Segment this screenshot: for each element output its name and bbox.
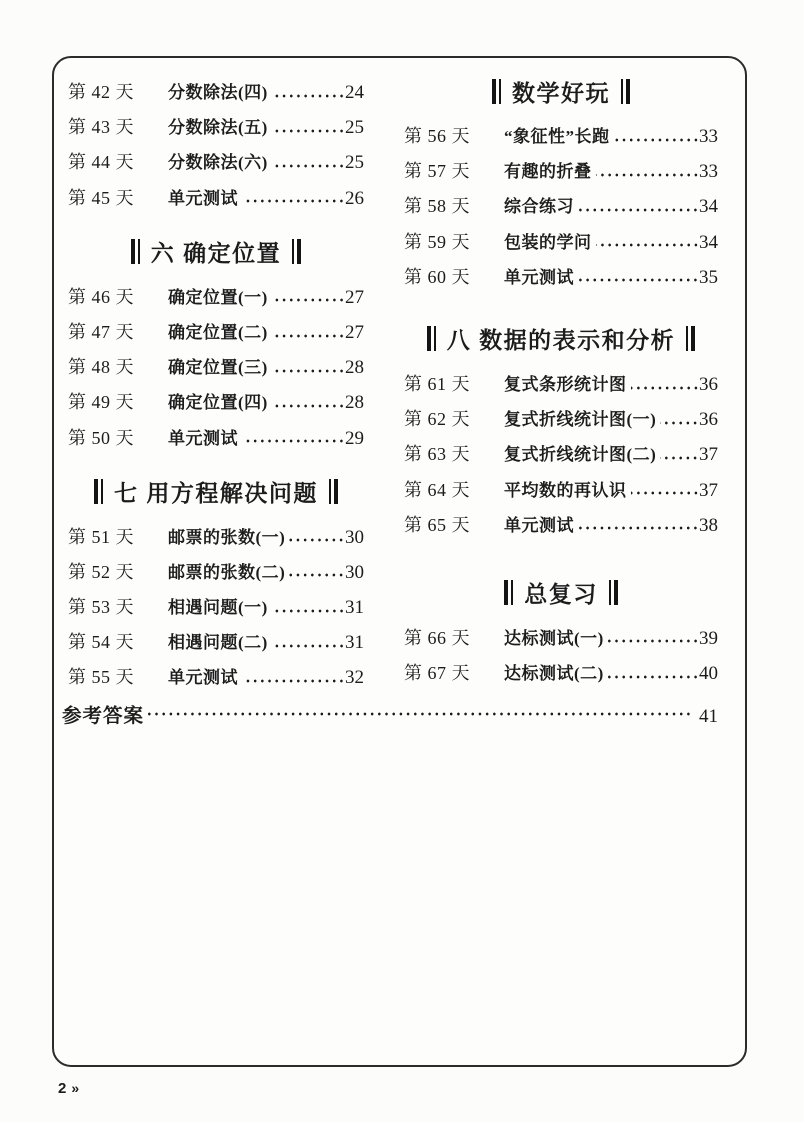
toc-entry-title: 分数除法(五) [168,118,268,138]
toc-entry-day: 第 43 天 [68,117,134,138]
toc-entry [68,558,364,593]
toc-entry-day: 第 66 天 [404,627,470,648]
dot-leader [631,381,700,395]
toc-entry-day: 第 42 天 [68,82,134,102]
toc-column-left [68,78,364,699]
dot-leader [242,434,345,448]
toc-entry-page: 30 [345,561,364,583]
heading-double-bar-right-icon [686,326,695,351]
toc-entry-day: 第 45 天 [68,187,134,208]
toc-entry-page: 40 [699,663,718,685]
toc-entry-day: 第 44 天 [68,152,134,173]
section-heading-text: 七 用方程解决问题 [114,480,318,507]
toc-entry-day: 第 54 天 [68,632,134,653]
toc-entry-day: 第 60 天 [404,266,470,287]
toc-entry-title: 平均数的再认识 [504,480,627,500]
heading-double-bar-left-icon [492,79,501,104]
toc-entry-day: 第 50 天 [68,427,134,448]
toc-entry [68,424,364,459]
toc-entry-page: 33 [699,161,718,183]
toc-entry-day: 第 53 天 [68,597,134,618]
toc-entry-page: 35 [699,266,718,288]
dot-leader [242,674,345,688]
dot-leader [578,203,699,217]
toc-entry [68,388,364,423]
toc-entry-page: 28 [345,357,364,379]
toc-entry-title: 达标测试(二) [504,664,604,684]
toc-entry-page: 39 [699,627,718,649]
toc-entry [404,122,718,157]
toc-entry-page: 31 [345,597,364,619]
toc-entry-page: 25 [345,152,364,174]
dot-leader [596,238,700,252]
dot-leader [272,604,345,618]
toc-entry-title: 确定位置(二) [168,322,268,342]
toc-entry [404,370,718,405]
toc-entry-title: 综合练习 [504,197,574,217]
dot-leader [272,159,345,173]
toc-entry-title: 分数除法(六) [168,153,268,173]
toc-entry-day: 第 62 天 [404,409,470,430]
toc-entry [68,78,364,113]
heading-double-bar-left-icon [131,239,140,264]
toc-entry-page: 25 [345,117,364,139]
toc-entry-title: 包装的学问 [504,232,592,252]
heading-double-bar-right-icon [292,239,301,264]
toc-entry [68,593,364,628]
toc-entry [68,184,364,219]
toc-entry [68,523,364,558]
answers-page-number: 41 [699,706,718,727]
toc-entry-page: 26 [345,187,364,209]
toc-entry-day: 第 65 天 [404,514,470,535]
section-heading [68,235,364,269]
dot-leader [272,293,345,307]
toc-entry-title: 复式折线统计图(一) [504,410,657,430]
dot-leader [242,194,345,208]
dot-leader [631,486,700,500]
toc-entry-day: 第 48 天 [68,357,134,378]
toc-entry-page: 32 [345,667,364,689]
toc-entry-page: 27 [345,321,364,343]
toc-entry-title: 相遇问题(一) [168,598,268,618]
toc-entry-page: 33 [699,126,718,147]
double-chevron-icon: » [71,1080,79,1096]
toc-entry-title: 达标测试(一) [504,628,604,648]
toc-entry-page: 34 [699,231,718,253]
toc-entry-day: 第 52 天 [68,561,134,582]
toc-entry [404,263,718,298]
toc-entry-title: 有趣的折叠 [504,162,592,182]
dot-leader [272,89,345,103]
toc-entry [68,148,364,183]
toc-entry [68,628,364,663]
toc-entry [404,440,718,475]
toc-entry-answers [62,700,718,728]
dot-leader [148,707,692,721]
section-heading [404,576,718,610]
toc-entry [404,228,718,263]
toc-entry-page: 36 [699,373,718,395]
toc-entry-title: 单元测试 [504,515,574,535]
section-heading-text: 数学好玩 [512,79,610,106]
toc-entry-page: 27 [345,286,364,308]
heading-double-bar-right-icon [609,580,618,605]
toc-entry [68,353,364,388]
toc-entry [404,511,718,546]
toc-entry-day: 第 56 天 [404,126,470,146]
toc-entry-day: 第 57 天 [404,161,470,182]
toc-entry-page: 30 [345,526,364,548]
toc-entry-title: “象征性”长跑 [504,127,610,146]
toc-entry-day: 第 49 天 [68,392,134,413]
toc-entry [68,113,364,148]
toc-entry [404,192,718,227]
page-number: 2 [58,1080,67,1097]
toc-entry [404,476,718,511]
heading-double-bar-left-icon [504,580,513,605]
toc-entry [404,624,718,659]
toc-entry-day: 第 59 天 [404,231,470,252]
section-heading-text: 总复习 [524,581,598,608]
toc-entry [404,659,718,694]
toc-entry-title: 确定位置(四) [168,393,268,413]
toc-entry [68,283,364,318]
section-heading [404,322,718,356]
section-heading-text: 六 确定位置 [150,240,282,267]
toc-entry-page: 37 [699,479,718,501]
toc-entry-day: 第 46 天 [68,286,134,307]
heading-double-bar-left-icon [427,326,436,351]
toc-entry-title: 单元测试 [168,428,238,448]
dot-leader [608,634,699,648]
section-heading-text: 八 数据的表示和分析 [446,327,676,354]
toc-entry [68,318,364,353]
toc-entry-page: 38 [699,514,718,536]
dot-leader [272,329,345,343]
toc-entry [404,405,718,440]
toc-entry-title: 确定位置(一) [168,287,268,307]
section-heading [404,74,718,108]
toc-entry-day: 第 63 天 [404,444,470,465]
toc-entry [404,157,718,192]
answers-label: 参考答案 [62,705,145,727]
dot-leader [660,451,699,465]
dot-leader [578,273,699,287]
dot-leader [596,168,700,182]
heading-double-bar-left-icon [94,479,103,504]
toc-entry-title: 分数除法(四) [168,83,268,102]
toc-entry-title: 邮票的张数(一) [168,527,286,547]
dot-leader [272,364,345,378]
toc-entry-page: 29 [345,427,364,449]
toc-entry-title: 单元测试 [504,267,574,287]
toc-entry-page: 34 [699,196,718,218]
page-number-footer [58,1080,78,1097]
dot-leader [608,670,699,684]
heading-double-bar-right-icon [329,479,338,504]
toc-column-right [404,74,718,694]
toc-entry-page: 36 [699,409,718,431]
toc-entry-title: 单元测试 [168,668,238,688]
dot-leader [289,568,345,582]
toc-entry-day: 第 51 天 [68,526,134,547]
toc-entry-day: 第 58 天 [404,196,470,217]
dot-leader [614,133,700,147]
toc-entry-page: 28 [345,392,364,414]
toc-entry-title: 复式条形统计图 [504,374,627,394]
toc-entry-day: 第 64 天 [404,479,470,500]
dot-leader [660,416,699,430]
toc-entry-title: 确定位置(三) [168,358,268,378]
dot-leader [272,639,345,653]
toc-entry-page: 37 [699,444,718,466]
toc-entry-page: 31 [345,632,364,654]
dot-leader [272,124,345,138]
toc-entry-day: 第 67 天 [404,663,470,684]
toc-entry-title: 单元测试 [168,188,238,208]
toc-entry-title: 相遇问题(二) [168,633,268,653]
toc-entry [68,663,364,698]
toc-entry-day: 第 47 天 [68,321,134,342]
heading-double-bar-right-icon [621,79,630,104]
dot-leader [578,521,699,535]
toc-entry-title: 邮票的张数(二) [168,562,286,582]
section-heading [68,475,364,509]
toc-entry-day: 第 61 天 [404,373,470,394]
toc-entry-title: 复式折线统计图(二) [504,445,657,465]
toc-entry-day: 第 55 天 [68,667,134,688]
dot-leader [289,533,345,547]
toc-entry-page: 24 [345,82,364,103]
dot-leader [272,399,345,413]
